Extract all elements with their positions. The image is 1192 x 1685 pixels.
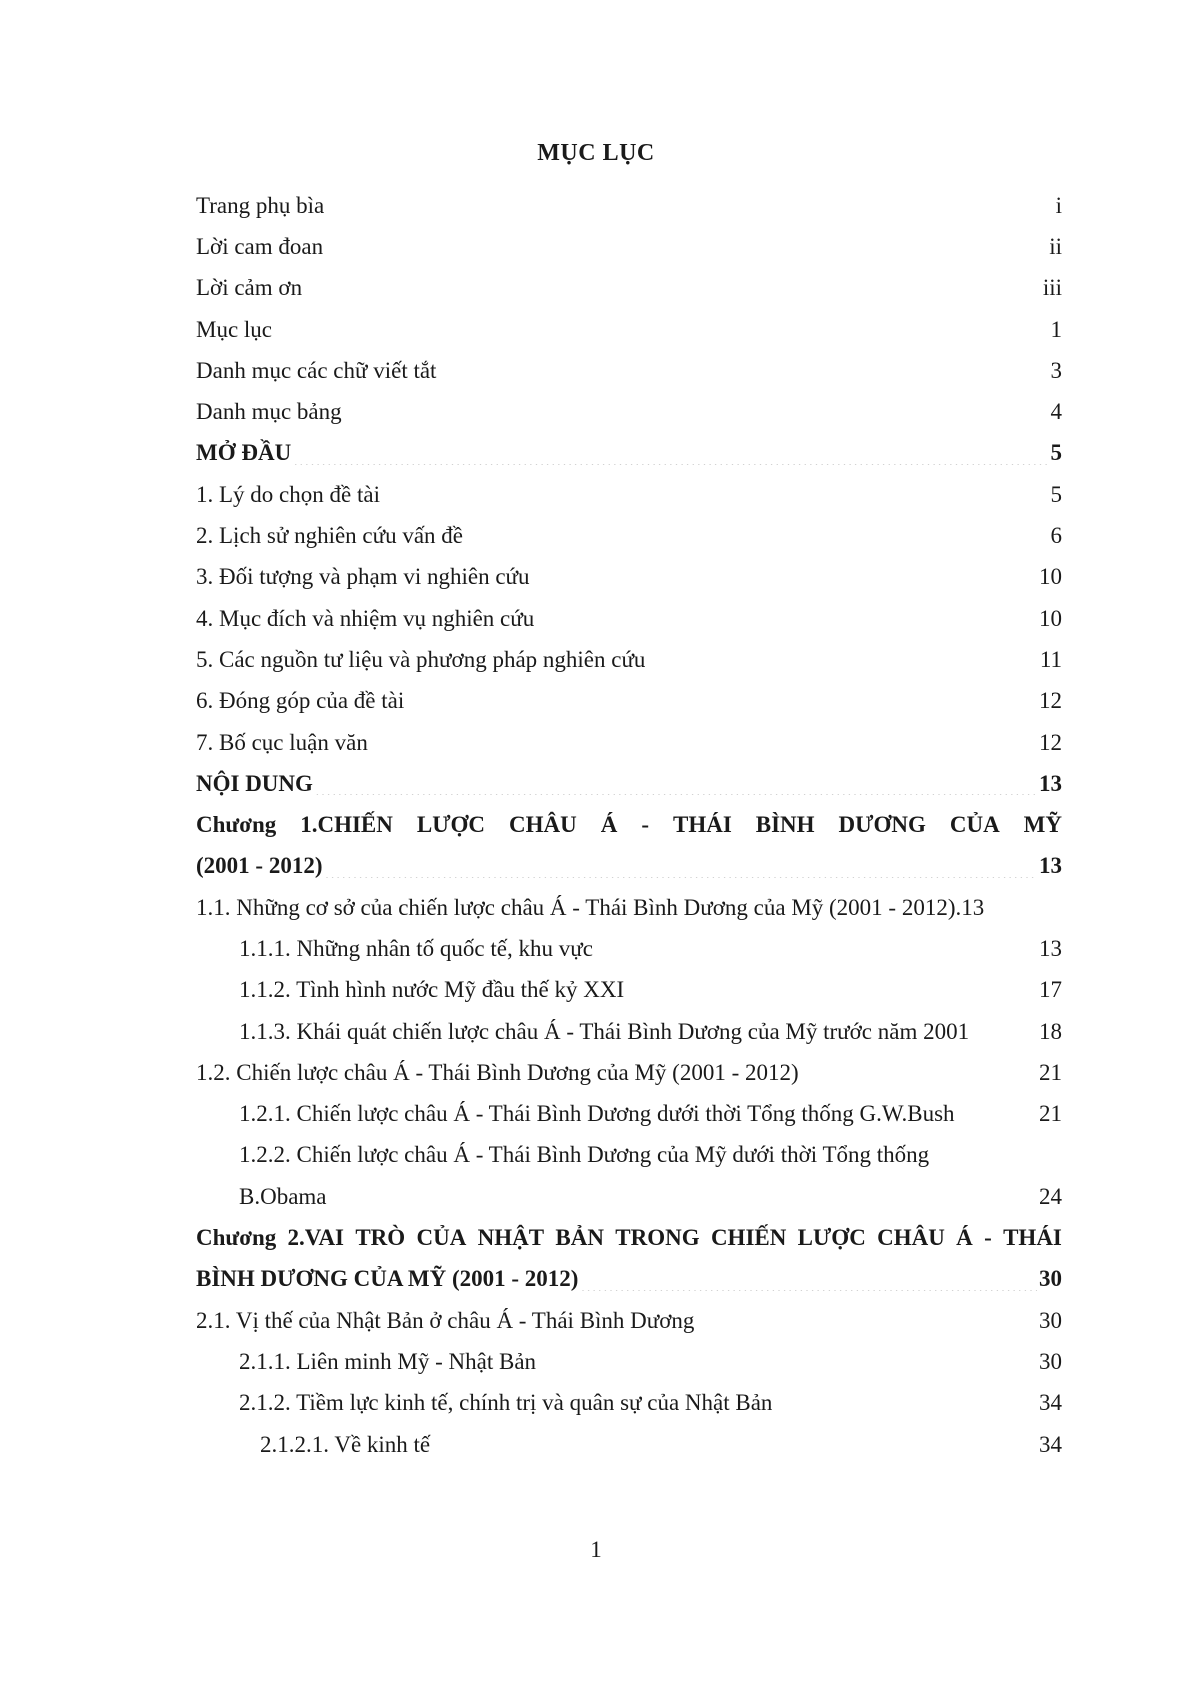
dot-leader bbox=[774, 1409, 1037, 1424]
toc-entry-label: 1.1.3. Khái quát chiến lược châu Á - Thái Bình Dương của Mỹ trước năm 2001 bbox=[239, 1018, 970, 1044]
toc-entry-label: 5. Các nguồn tư liệu và phương pháp nghiên cứu bbox=[196, 646, 646, 672]
toc-entry-section-1-2-2-heading[interactable] bbox=[196, 1135, 1062, 1176]
toc-entry-section-6[interactable] bbox=[196, 681, 1062, 722]
heading-word: THÁI bbox=[1003, 1225, 1062, 1251]
toc-entry-section-4[interactable] bbox=[196, 598, 1062, 639]
toc-entry-page: 11 bbox=[1039, 646, 1062, 672]
toc-entry-section-7[interactable] bbox=[196, 722, 1062, 763]
toc-entry-label: Danh mục các chữ viết tắt bbox=[196, 357, 437, 383]
heading-word: LƯỢC bbox=[416, 812, 486, 838]
dot-leader bbox=[536, 624, 1037, 639]
toc-entry-page: 12 bbox=[1039, 729, 1062, 755]
dot-leader bbox=[325, 253, 1047, 268]
dot-leader bbox=[957, 1120, 1037, 1135]
dot-leader bbox=[293, 459, 1048, 474]
dot-leader bbox=[432, 1450, 1037, 1465]
toc-entry-label: Danh mục bảng bbox=[196, 399, 342, 425]
toc-entry-section-1-2-1[interactable] bbox=[196, 1094, 1062, 1135]
toc-entry-label: 1. Lý do chọn đề tài bbox=[196, 481, 380, 507]
heading-word: DƯƠNG bbox=[838, 812, 926, 838]
toc-entry-chapter-1[interactable] bbox=[196, 846, 1062, 887]
dot-leader bbox=[532, 583, 1038, 598]
heading-word: BÌNH bbox=[755, 812, 815, 838]
toc-entry-page: 24 bbox=[1039, 1183, 1062, 1209]
toc-entry-page: 12 bbox=[1039, 688, 1062, 714]
toc-title: MỤC LỤC bbox=[537, 140, 655, 166]
toc-entry-section-3[interactable] bbox=[196, 557, 1062, 598]
heading-word: Chương bbox=[196, 812, 277, 838]
heading-word: CHÂU bbox=[509, 812, 577, 838]
heading-word: Á bbox=[956, 1225, 973, 1251]
toc-entry-label: MỞ ĐẦU bbox=[196, 440, 292, 466]
toc-entry-label: 2.1.2. Tiềm lực kinh tế, chính trị và quân sự của Nhật Bản bbox=[239, 1390, 773, 1416]
toc-entry-page: 3 bbox=[1050, 357, 1062, 383]
toc-entry-label: BÌNH DƯƠNG CỦA MỸ (2001 - 2012) bbox=[196, 1266, 579, 1292]
heading-word: Á bbox=[600, 812, 618, 838]
toc-entry-declaration[interactable] bbox=[196, 226, 1062, 267]
dot-leader bbox=[406, 707, 1037, 722]
toc-entry-page: 30 bbox=[1039, 1307, 1062, 1333]
toc-entry-page: 5 bbox=[1050, 440, 1062, 466]
toc-entry-page: ii bbox=[1049, 233, 1062, 259]
toc-entry-page: 10 bbox=[1039, 564, 1062, 590]
dot-leader bbox=[370, 748, 1037, 763]
toc-entry-label: 7. Bố cục luận văn bbox=[196, 729, 368, 755]
toc-entry-section-2[interactable] bbox=[196, 515, 1062, 556]
dot-leader bbox=[647, 666, 1037, 681]
toc-entry-label: B.Obama bbox=[239, 1183, 327, 1209]
dot-leader bbox=[465, 542, 1048, 557]
dot-leader bbox=[626, 996, 1037, 1011]
dot-leader bbox=[696, 1326, 1037, 1341]
toc-entry-label: Lời cam đoan bbox=[196, 233, 324, 259]
toc-entry-label: 1.1.2. Tình hình nước Mỹ đầu thế kỷ XXI bbox=[239, 977, 625, 1003]
toc-entry-section-1-1[interactable] bbox=[196, 887, 1062, 928]
dot-leader bbox=[329, 1202, 1037, 1217]
heading-word: TRÒ bbox=[355, 1225, 406, 1251]
toc-entry-label: (2001 - 2012) bbox=[196, 853, 323, 879]
toc-entry-contents[interactable] bbox=[196, 309, 1062, 350]
toc-entry-label: 3. Đối tượng và phạm vi nghiên cứu bbox=[196, 564, 530, 590]
toc-entry-page: 13 bbox=[961, 894, 985, 920]
dot-leader bbox=[580, 1285, 1037, 1300]
toc-entry-page: 6 bbox=[1050, 523, 1062, 549]
toc-entry-section-2-1-2-1[interactable] bbox=[196, 1424, 1062, 1465]
toc-entry-page: 21 bbox=[1039, 1101, 1062, 1127]
toc-entry-page: 18 bbox=[1039, 1018, 1062, 1044]
toc-entry-label: 2.1.1. Liên minh Mỹ - Nhật Bản bbox=[239, 1348, 537, 1374]
heading-word: LƯỢC bbox=[797, 1225, 866, 1251]
heading-word: 2.VAI bbox=[287, 1225, 345, 1251]
toc-entry-page: 17 bbox=[1039, 977, 1062, 1003]
toc-entry-page: 13 bbox=[1039, 853, 1062, 879]
heading-word: 1.CHIẾN bbox=[300, 812, 393, 838]
dot-leader bbox=[344, 418, 1049, 433]
dot-leader bbox=[538, 1368, 1037, 1383]
toc-entry-label: NỘI DUNG bbox=[196, 770, 313, 796]
toc-entry-label: 1.1.1. Những nhân tố quốc tế, khu vực bbox=[239, 935, 593, 961]
toc-entry-label: Mục lục bbox=[196, 316, 273, 342]
toc-entry-label: 1.2. Chiến lược châu Á - Thái Bình Dương của Mỹ (2001 - 2012) bbox=[196, 1059, 799, 1085]
table-of-contents bbox=[196, 185, 1062, 1465]
toc-entry-section-1-1-2[interactable] bbox=[196, 970, 1062, 1011]
heading-word: - bbox=[641, 812, 649, 838]
toc-entry-label: 2. Lịch sử nghiên cứu vấn đề bbox=[196, 523, 464, 549]
heading-word: MỸ bbox=[1023, 812, 1062, 838]
dot-leader bbox=[971, 1037, 1037, 1052]
toc-entry-page: 21 bbox=[1039, 1059, 1062, 1085]
dot-leader bbox=[438, 376, 1048, 391]
toc-entry-tables-list[interactable] bbox=[196, 391, 1062, 432]
heading-word: - bbox=[984, 1225, 992, 1251]
heading-word: CHÂU bbox=[877, 1225, 945, 1251]
toc-entry-label: 2.1. Vị thế của Nhật Bản ở châu Á - Thái Bình Dương bbox=[196, 1307, 695, 1333]
toc-entry-page: 30 bbox=[1039, 1348, 1062, 1374]
toc-entry-abbreviations[interactable] bbox=[196, 350, 1062, 391]
toc-entry-page: 34 bbox=[1039, 1390, 1062, 1416]
toc-entry-page: 4 bbox=[1050, 399, 1062, 425]
toc-entry-section-5[interactable] bbox=[196, 639, 1062, 680]
toc-entry-page: 13 bbox=[1039, 770, 1062, 796]
heading-word: Chương bbox=[196, 1225, 277, 1251]
toc-entry-page: iii bbox=[1042, 275, 1062, 301]
heading-word: NHẬT bbox=[477, 1225, 545, 1251]
toc-entry-section-1-1-1[interactable] bbox=[196, 928, 1062, 969]
heading-word: CHIẾN bbox=[710, 1225, 787, 1251]
dot-leader bbox=[315, 789, 1037, 804]
dot-leader bbox=[382, 500, 1049, 515]
toc-entry-page: 30 bbox=[1039, 1266, 1062, 1292]
heading-word: CỦA bbox=[416, 1225, 467, 1251]
toc-entry-page: 10 bbox=[1039, 605, 1062, 631]
dot-leader bbox=[274, 335, 1048, 350]
heading-word: TRONG bbox=[615, 1225, 700, 1251]
toc-entry-section-2-1[interactable] bbox=[196, 1300, 1062, 1341]
heading-word: THÁI bbox=[672, 812, 732, 838]
toc-entry-section-1[interactable] bbox=[196, 474, 1062, 515]
heading-word: BẢN bbox=[555, 1225, 604, 1251]
toc-entry-acknowledgement[interactable] bbox=[196, 268, 1062, 309]
toc-entry-label: Lời cảm ơn bbox=[196, 275, 303, 301]
toc-entry-page: 5 bbox=[1050, 481, 1062, 507]
toc-entry-label: 4. Mục đích và nhiệm vụ nghiên cứu bbox=[196, 605, 535, 631]
toc-entry-content[interactable] bbox=[196, 763, 1062, 804]
toc-entry-label: 1.2.1. Chiến lược châu Á - Thái Bình Dương dưới thời Tổng thống G.W.Bush bbox=[239, 1101, 955, 1127]
toc-entry-section-2-1-2[interactable] bbox=[196, 1383, 1062, 1424]
toc-entry-label: 1.2.2. Chiến lược châu Á - Thái Bình Dương của Mỹ dưới thời Tổng thống bbox=[239, 1142, 930, 1168]
dot-leader bbox=[304, 294, 1041, 309]
toc-entry-cover-page[interactable] bbox=[196, 185, 1062, 226]
dot-leader bbox=[801, 1079, 1037, 1094]
toc-entry-label: Trang phụ bìa bbox=[196, 192, 325, 218]
toc-entry-label: 1.1. Những cơ sở của chiến lược châu Á - Thái Bình Dương của Mỹ (2001 - 2012). bbox=[196, 894, 962, 920]
toc-entry-chapter-2-heading[interactable] bbox=[196, 1217, 1062, 1258]
toc-entry-section-1-1-3[interactable] bbox=[196, 1011, 1062, 1052]
dot-leader bbox=[324, 872, 1037, 887]
toc-entry-chapter-2[interactable] bbox=[196, 1259, 1062, 1300]
toc-entry-page: 34 bbox=[1039, 1431, 1062, 1457]
toc-entry-section-2-1-1[interactable] bbox=[196, 1341, 1062, 1382]
dot-leader bbox=[326, 211, 1053, 226]
toc-entry-section-1-2[interactable] bbox=[196, 1052, 1062, 1093]
toc-entry-label: 2.1.2.1. Về kinh tế bbox=[260, 1431, 431, 1457]
toc-entry-page: i bbox=[1055, 192, 1062, 218]
toc-entry-section-1-2-2[interactable] bbox=[196, 1176, 1062, 1217]
toc-entry-page: 1 bbox=[1050, 316, 1062, 342]
heading-word: CỦA bbox=[949, 812, 1000, 838]
toc-entry-label: 6. Đóng góp của đề tài bbox=[196, 688, 405, 714]
toc-entry-introduction[interactable] bbox=[196, 433, 1062, 474]
toc-entry-page: 13 bbox=[1039, 935, 1062, 961]
page-number: 1 bbox=[590, 1537, 602, 1562]
toc-entry-chapter-1-heading[interactable] bbox=[196, 804, 1062, 845]
dot-leader bbox=[595, 955, 1037, 970]
